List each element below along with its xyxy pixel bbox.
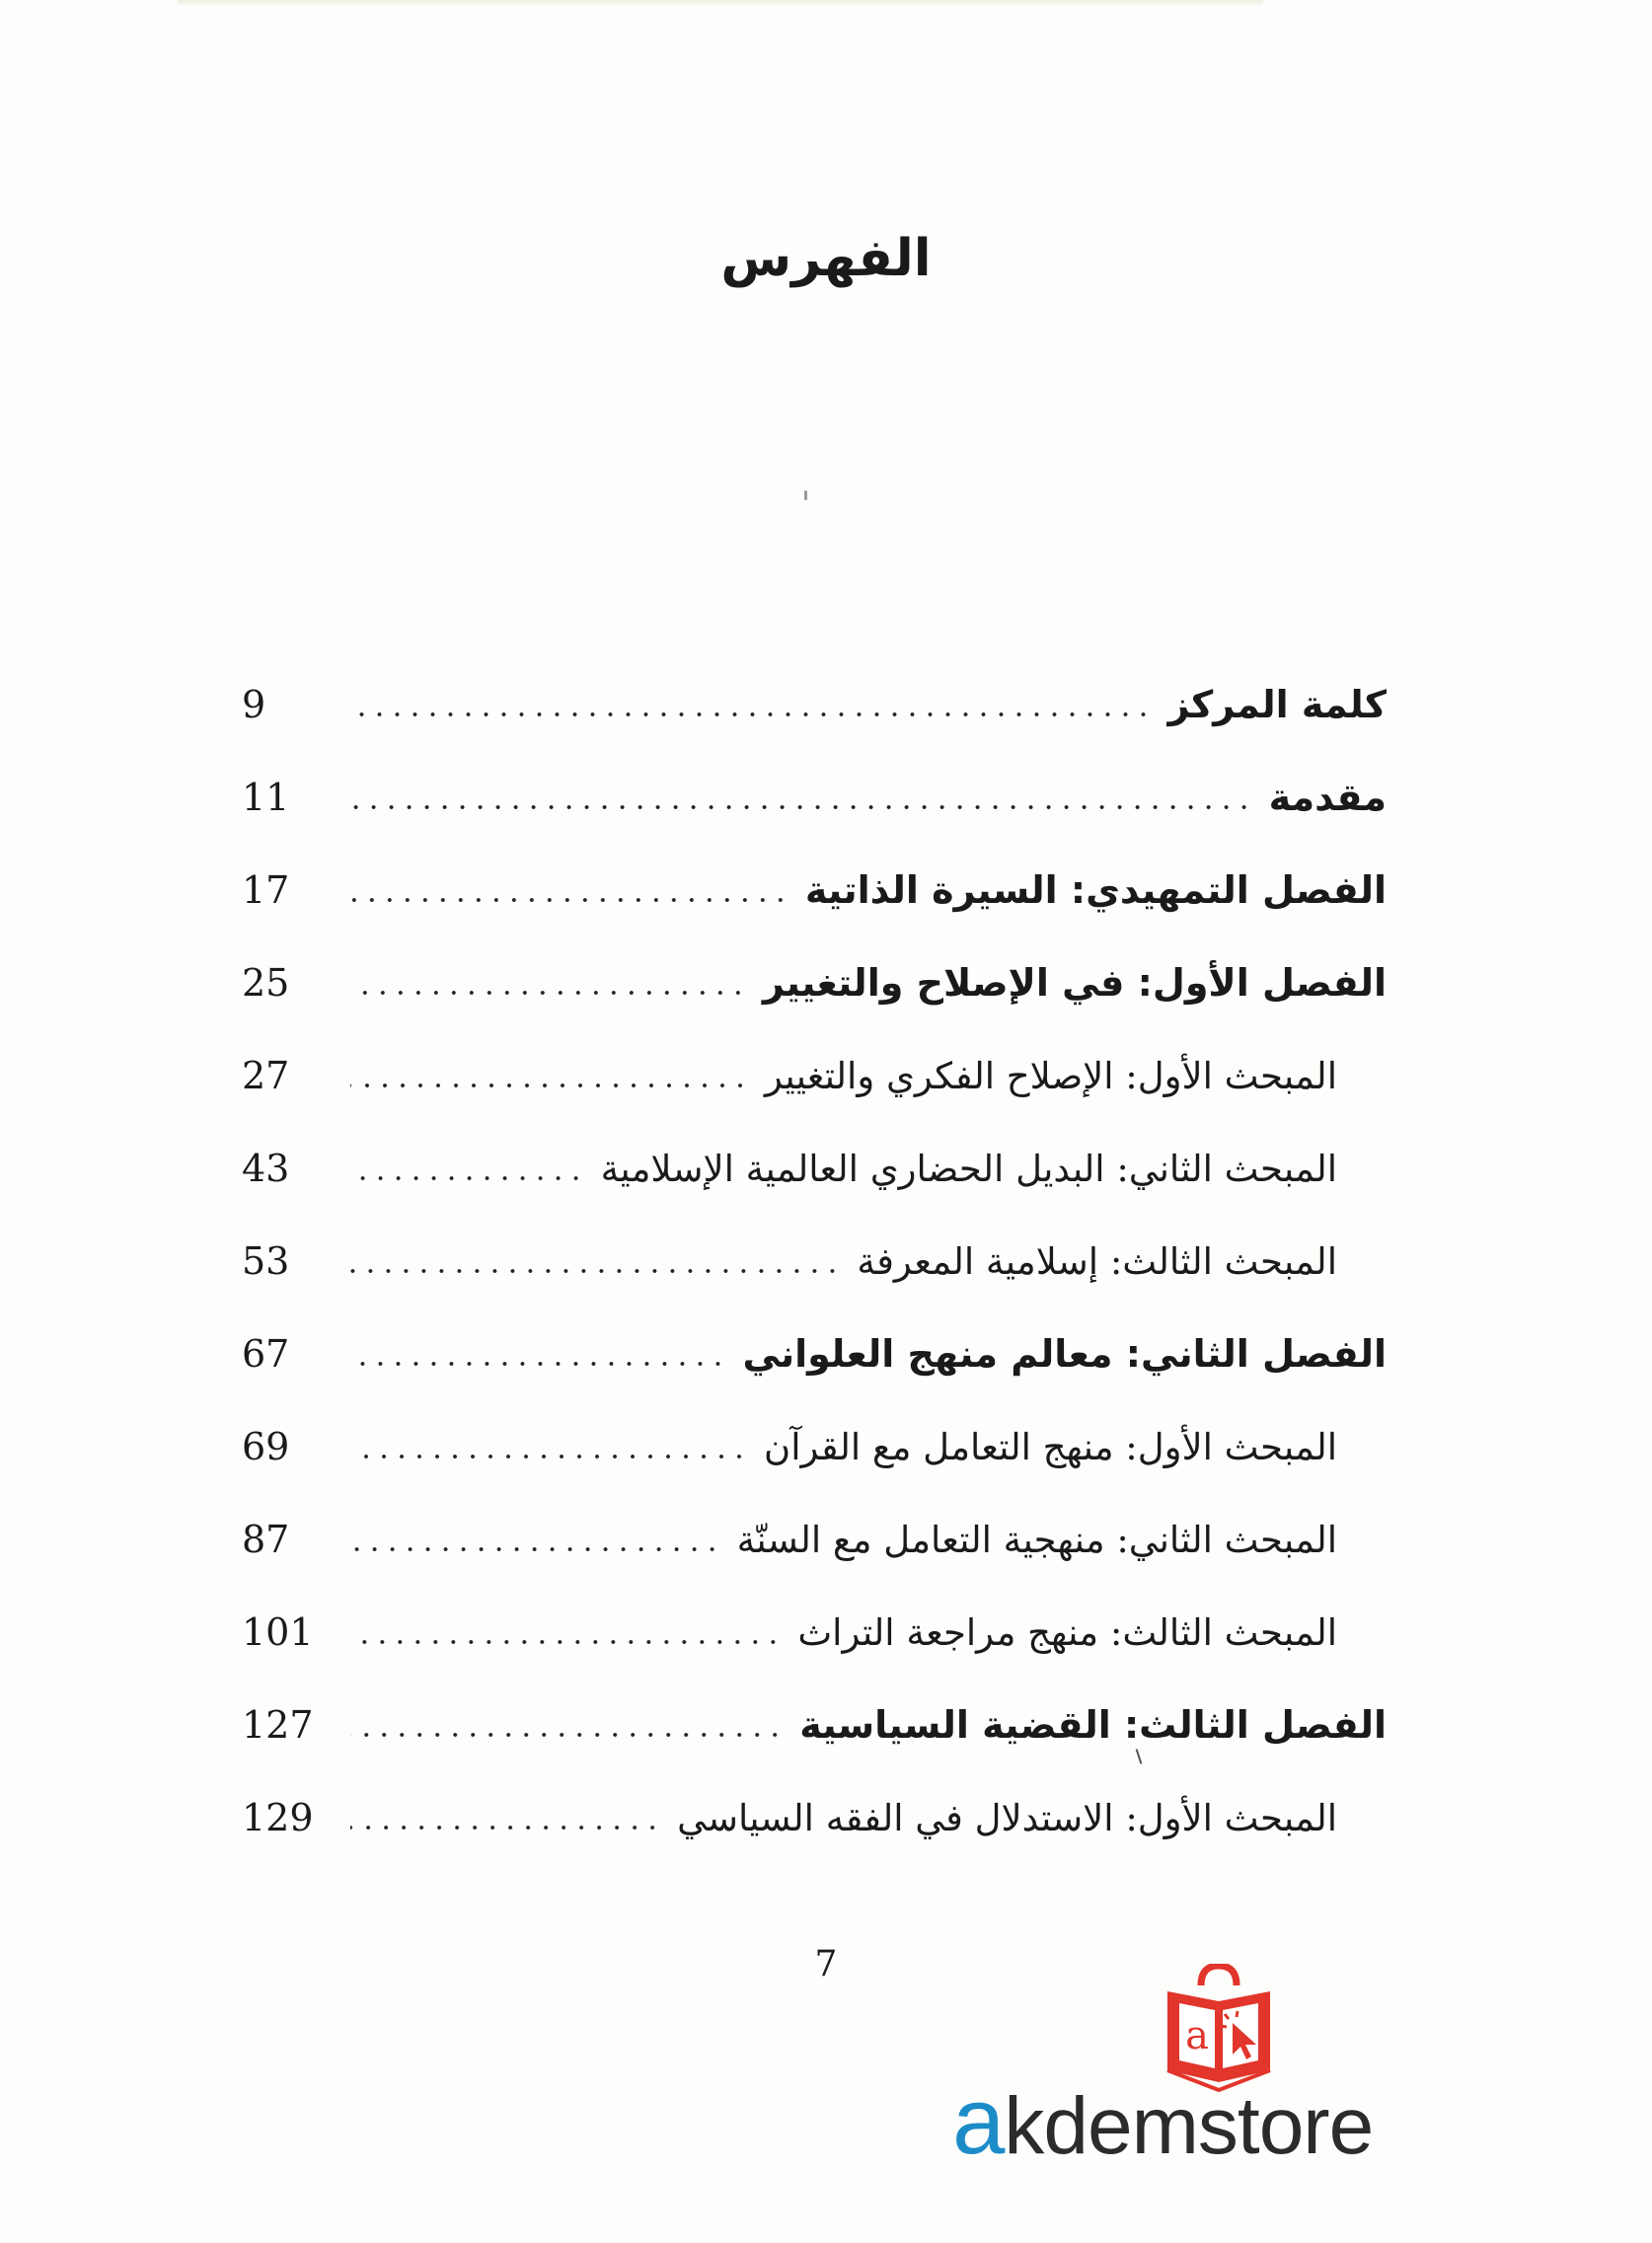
toc-entry-title: الفصل الثاني: معالم منهج العلواني [742,1332,1387,1376]
toc-entry-title: الفصل التمهيدي: السيرة الذاتية [804,868,1387,912]
toc-entry [242,1308,1387,1400]
toc-entry [242,1215,1387,1308]
toc-dot-leader [350,1725,784,1745]
page-title: الفهرس [720,229,932,288]
toc-entry-page: 101 [242,1610,314,1654]
toc-entry-page: 9 [242,683,266,726]
logo-wordmark-a: a [952,2068,1005,2174]
toc-dot-leader [350,1632,782,1652]
toc-dot-leader [350,1076,749,1095]
toc-entry-title: المبحث الثاني: البديل الحضاري العالمية الإسلامية [600,1147,1337,1190]
toc-entry [242,1400,1387,1493]
toc-dot-leader [350,705,1152,724]
toc-entry-page: 43 [242,1147,290,1190]
toc-entry-title: المبحث الثالث: منهج مراجعة التراث [797,1610,1337,1654]
store-logo [952,1964,1465,2174]
toc-entry-title: المبحث الأول: الاستدلال في الفقه السياسي [677,1796,1337,1839]
toc-entry [242,844,1387,936]
toc-entry [242,936,1387,1029]
toc-entry-title: الفصل الثالث: القضية السياسية [799,1703,1387,1747]
toc-dot-leader [350,1818,661,1837]
toc-entry [242,1122,1387,1215]
toc-entry [242,1493,1387,1586]
toc-entry [242,1029,1387,1122]
page-top-edge [178,0,1263,6]
toc-entry [242,658,1387,751]
table-of-contents [242,658,1387,1864]
toc-dot-leader [350,1354,726,1374]
page-number: 7 [814,1944,838,1984]
logo-wordmark-rest: kdemstore [1004,2081,1374,2171]
toc-entry-title: المبحث الأول: منهج التعامل مع القرآن [764,1425,1337,1468]
toc-entry-page: 27 [242,1054,290,1097]
toc-entry-title: المبحث الأول: الإصلاح الفكري والتغيير [765,1054,1337,1097]
toc-entry-title: المبحث الثاني: منهجية التعامل مع السنّة [736,1518,1337,1561]
toc-dot-leader [350,1168,585,1188]
toc-dot-leader [350,797,1253,817]
toc-entry-page: 17 [242,868,290,912]
toc-entry [242,1586,1387,1679]
toc-dot-leader [350,1447,748,1466]
toc-entry-title: كلمة المركز [1167,683,1387,726]
toc-entry-title: المبحث الثالث: إسلامية المعرفة [857,1239,1337,1283]
toc-entry-page: 67 [242,1332,290,1376]
toc-entry-page: 129 [242,1796,314,1839]
toc-entry-page: 69 [242,1425,290,1468]
toc-entry-page: 127 [242,1703,314,1747]
toc-entry-title: الفصل الأول: في الإصلاح والتغيير [762,961,1387,1005]
toc-dot-leader [350,890,789,910]
toc-entry [242,1771,1387,1864]
logo-icon-letter: a [1185,2013,1209,2058]
toc-entry [242,1679,1387,1771]
toc-dot-leader [350,1539,721,1559]
toc-entry-page: 25 [242,961,290,1005]
toc-dot-leader [350,983,747,1003]
toc-entry-title: مقدمة [1268,776,1387,819]
toc-entry-page: 11 [242,776,290,819]
toc-entry [242,751,1387,844]
toc-entry-page: 87 [242,1518,290,1561]
toc-dot-leader [350,1261,841,1281]
stray-mark [804,490,807,500]
toc-entry-page: 53 [242,1239,290,1283]
logo-wordmark [952,2068,1374,2176]
